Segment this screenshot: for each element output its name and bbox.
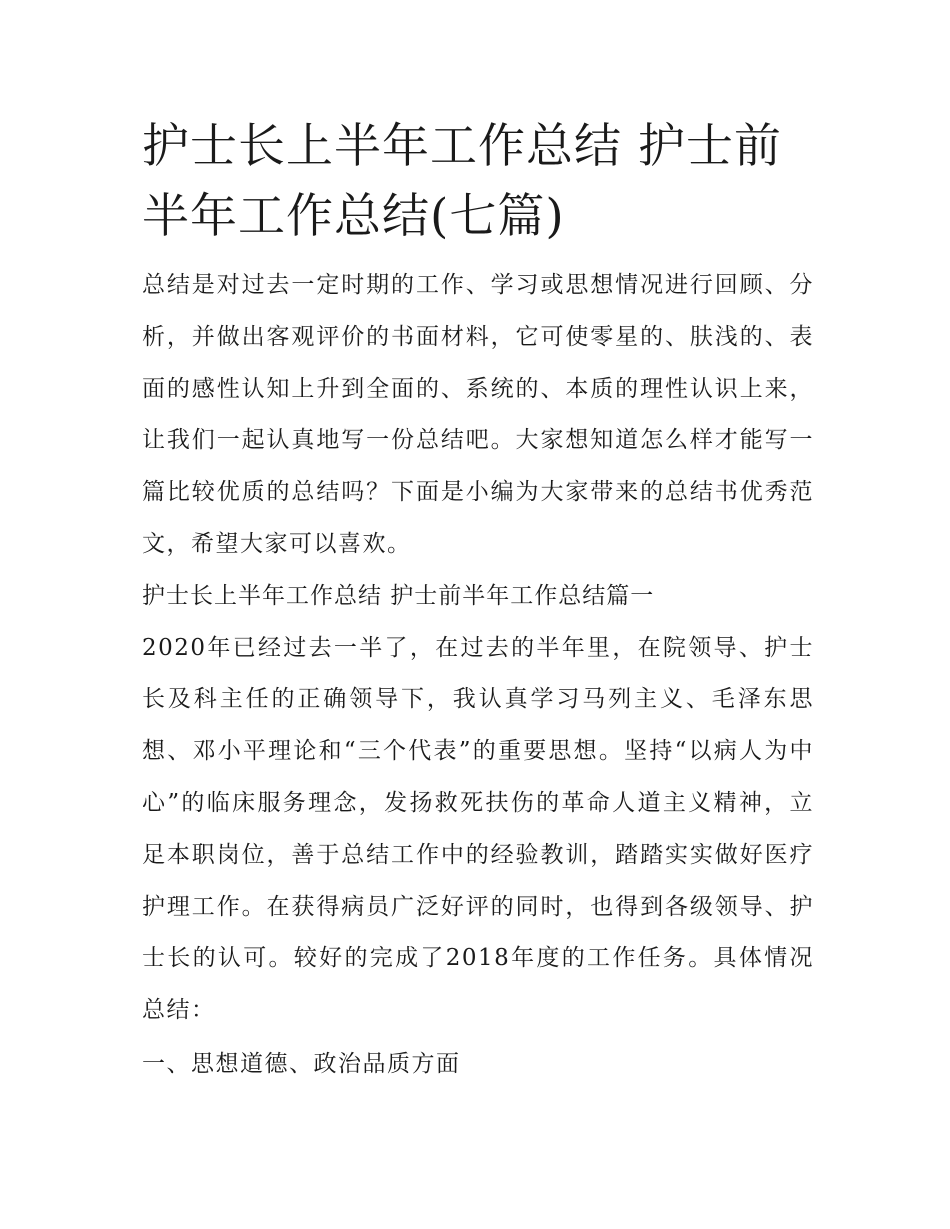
- document-page: [142, 112, 814, 1091]
- subheading: 一、思想道德、政治品质方面: [142, 1050, 461, 1077]
- body-paragraph: 2020年已经过去一半了，在过去的半年里，在院领导、护士长及科主任的正确领导下，我认真学习马列主义、毛泽东思想、邓小平理论和“三个代表”的重要思想。坚持“以病人为中心”的临床服务理念，发扬救死扶伤的革命人道主义精神，立足本职岗位，善于总结工作中的经验教训，踏踏实实做好医疗护理工作。在获得病员广泛好评的同时，也得到各级领导、护士长的认可。较好的完成了2018年度的工作任务。具体情况总结：: [142, 634, 814, 1024]
- section-title: 护士长上半年工作总结 护士前半年工作总结篇一: [142, 582, 655, 609]
- document-title: 护士长上半年工作总结 护士前半年工作总结(七篇): [142, 119, 782, 244]
- intro-paragraph: 总结是对过去一定时期的工作、学习或思想情况进行回顾、分析，并做出客观评价的书面材料，它可使零星的、肤浅的、表面的感性认知上升到全面的、系统的、本质的理性认识上来，让我们一起认真地写一份总结吧。大家想知道怎么样才能写一篇比较优质的总结吗？下面是小编为大家带来的总结书优秀范文，希望大家可以喜欢。: [142, 272, 814, 557]
